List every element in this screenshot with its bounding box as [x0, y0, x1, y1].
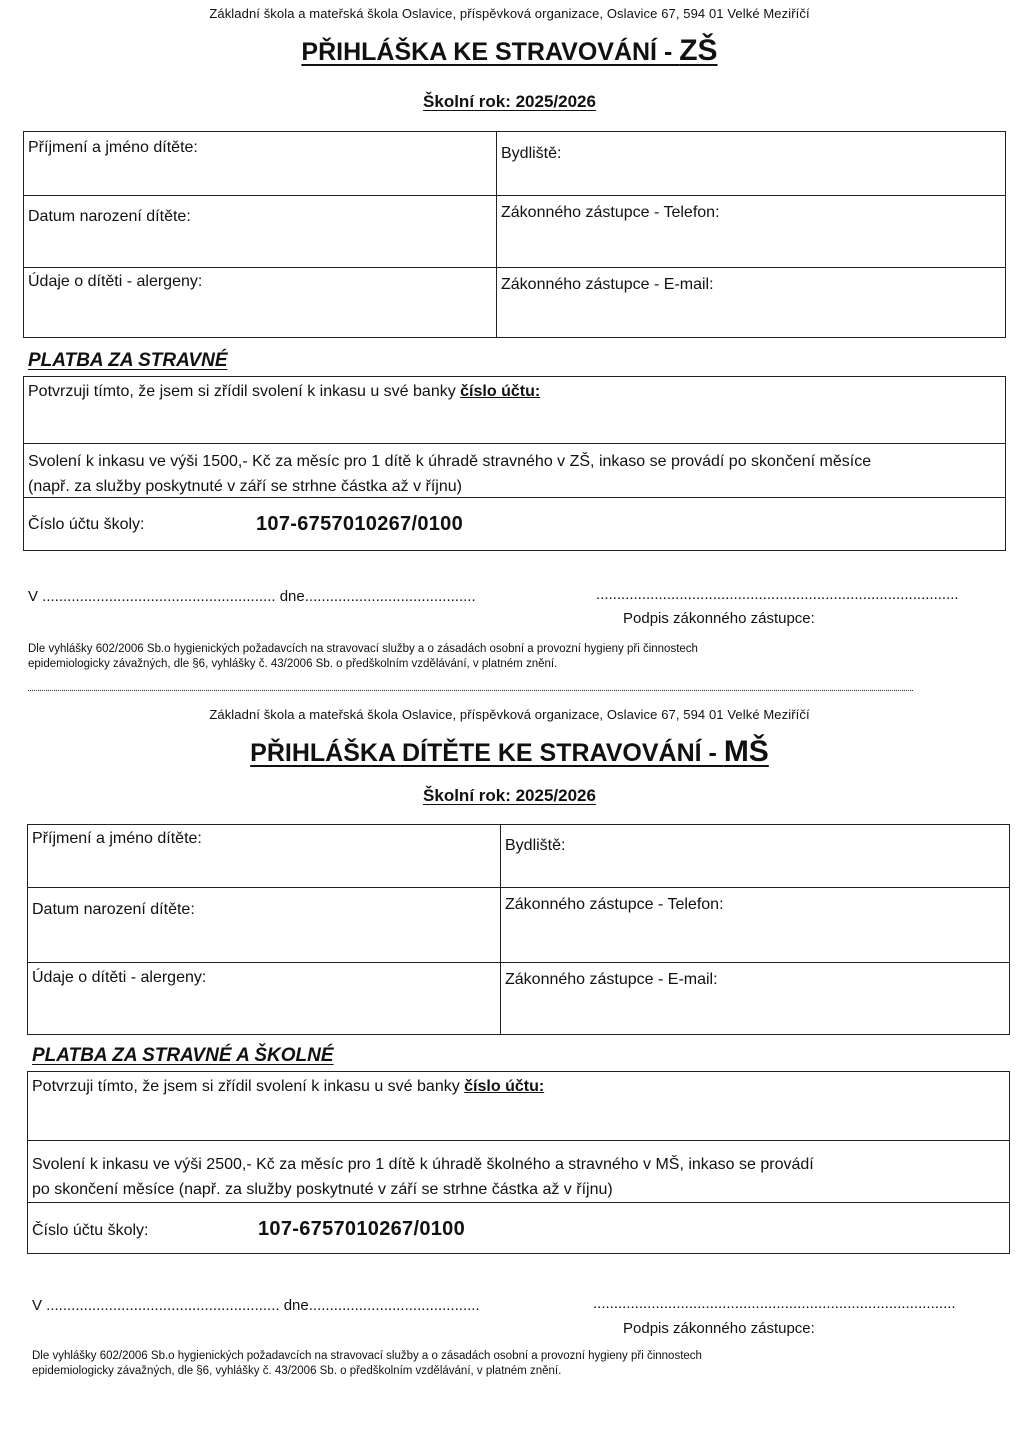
table-row-line — [23, 195, 1006, 196]
place-date-field[interactable]: V ........................................................ dne......................................... — [28, 588, 476, 605]
child-name-field[interactable]: Příjmení a jméno dítěte: — [28, 139, 198, 156]
school-account-number: 107-6757010267/0100 — [258, 1218, 466, 1240]
table-divider — [500, 824, 501, 1035]
signature-field[interactable]: ....................................................................................... — [596, 586, 959, 603]
table-row-line — [23, 267, 1006, 268]
guardian-phone-field[interactable]: Zákonného zástupce - Telefon: — [501, 204, 720, 221]
legal-note — [32, 1349, 702, 1379]
place-date-field[interactable]: V ........................................................ dne......................................... — [32, 1297, 480, 1314]
table-row-line — [27, 1202, 1010, 1203]
guardian-email-field[interactable]: Zákonného zástupce - E-mail: — [505, 971, 718, 988]
address-field[interactable]: Bydliště: — [505, 837, 566, 854]
confirm-account-label: číslo účtu: — [464, 1078, 545, 1095]
title-suffix: MŠ — [723, 735, 769, 768]
guardian-phone-field[interactable]: Zákonného zástupce - Telefon: — [505, 896, 724, 913]
guardian-email-field[interactable]: Zákonného zástupce - E-mail: — [501, 276, 714, 293]
birth-date-field[interactable]: Datum narození dítěte: — [32, 901, 195, 918]
school-account-label: Číslo účtu školy: — [28, 516, 145, 533]
payment-section-title: PLATBA ZA STRAVNÉ A ŠKOLNÉ — [32, 1045, 334, 1066]
legal-line: epidemiologicky závažných, dle §6, vyhlášky č. 43/2006 Sb. o předškolním vzdělávání, v platném znění. — [32, 1365, 562, 1377]
bank-confirm-field[interactable] — [28, 383, 540, 401]
school-account-number: 107-6757010267/0100 — [256, 513, 464, 535]
school-account-label: Číslo účtu školy: — [32, 1222, 149, 1239]
table-row-line — [27, 962, 1010, 963]
title-main: PŘIHLÁŠKA KE STRAVOVÁNÍ - — [301, 38, 680, 66]
title-suffix: ZŠ — [679, 34, 718, 67]
permission-text-line2: (např. za služby poskytnuté v září se strhne částka až v říjnu) — [28, 478, 462, 495]
payment-section-title: PLATBA ZA STRAVNÉ — [28, 350, 228, 371]
title-main: PŘIHLÁŠKA DÍTĚTE KE STRAVOVÁNÍ - — [250, 739, 724, 767]
legal-line: Dle vyhlášky 602/2006 Sb.o hygienických požadavcích na stravovací služby a o zásadách osobní a provozní hygieny při činnostech — [28, 643, 698, 655]
school-year: Školní rok: 2025/2026 — [423, 786, 596, 805]
permission-text-line1: Svolení k inkasu ve výši 1500,- Kč za měsíc pro 1 dítě k úhradě stravného v ZŠ, inkaso se provádí po skončení měsíce — [28, 453, 872, 470]
form-title-ms — [0, 735, 1019, 769]
confirm-text: Potvrzuji tímto, že jsem si zřídil svolení k inkasu u své banky — [28, 383, 461, 400]
table-row-line — [23, 497, 1006, 498]
table-row-line — [27, 1140, 1010, 1141]
bank-confirm-field[interactable] — [32, 1078, 544, 1096]
school-year: Školní rok: 2025/2026 — [423, 92, 596, 111]
table-row-line — [23, 443, 1006, 444]
child-info-table — [27, 824, 1010, 1035]
signature-label: Podpis zákonného zástupce: — [623, 610, 815, 627]
table-divider — [496, 131, 497, 338]
form-title-zs — [0, 34, 1019, 68]
legal-line: epidemiologicky závažných, dle §6, vyhlášky č. 43/2006 Sb. o předškolním vzdělávání, v platném znění. — [28, 658, 558, 670]
signature-field[interactable]: ....................................................................................... — [593, 1295, 956, 1312]
legal-note — [28, 642, 698, 672]
allergens-field[interactable]: Údaje o dítěti - alergeny: — [28, 273, 203, 290]
school-header: Základní škola a mateřská škola Oslavice, příspěvková organizace, Oslavice 67, 594 01 Velké Meziříčí — [209, 6, 810, 21]
legal-line: Dle vyhlášky 602/2006 Sb.o hygienických požadavcích na stravovací služby a o zásadách osobní a provozní hygieny při činnostech — [32, 1350, 702, 1362]
signature-label: Podpis zákonného zástupce: — [623, 1320, 815, 1337]
permission-text-line2: po skončení měsíce (např. za služby poskytnuté v září se strhne částka až v říjnu) — [32, 1181, 613, 1198]
permission-text-line1: Svolení k inkasu ve výši 2500,- Kč za měsíc pro 1 dítě k úhradě školného a stravného v MŠ, inkaso se provádí — [32, 1156, 814, 1173]
child-name-field[interactable]: Příjmení a jméno dítěte: — [32, 830, 202, 847]
confirm-text: Potvrzuji tímto, že jsem si zřídil svolení k inkasu u své banky — [32, 1078, 465, 1095]
cut-line — [28, 690, 913, 691]
allergens-field[interactable]: Údaje o dítěti - alergeny: — [32, 969, 207, 986]
confirm-account-label: číslo účtu: — [460, 383, 541, 400]
address-field[interactable]: Bydliště: — [501, 145, 562, 162]
school-header: Základní škola a mateřská škola Oslavice, příspěvková organizace, Oslavice 67, 594 01 Velké Meziříčí — [209, 707, 810, 722]
birth-date-field[interactable]: Datum narození dítěte: — [28, 208, 191, 225]
table-row-line — [27, 887, 1010, 888]
